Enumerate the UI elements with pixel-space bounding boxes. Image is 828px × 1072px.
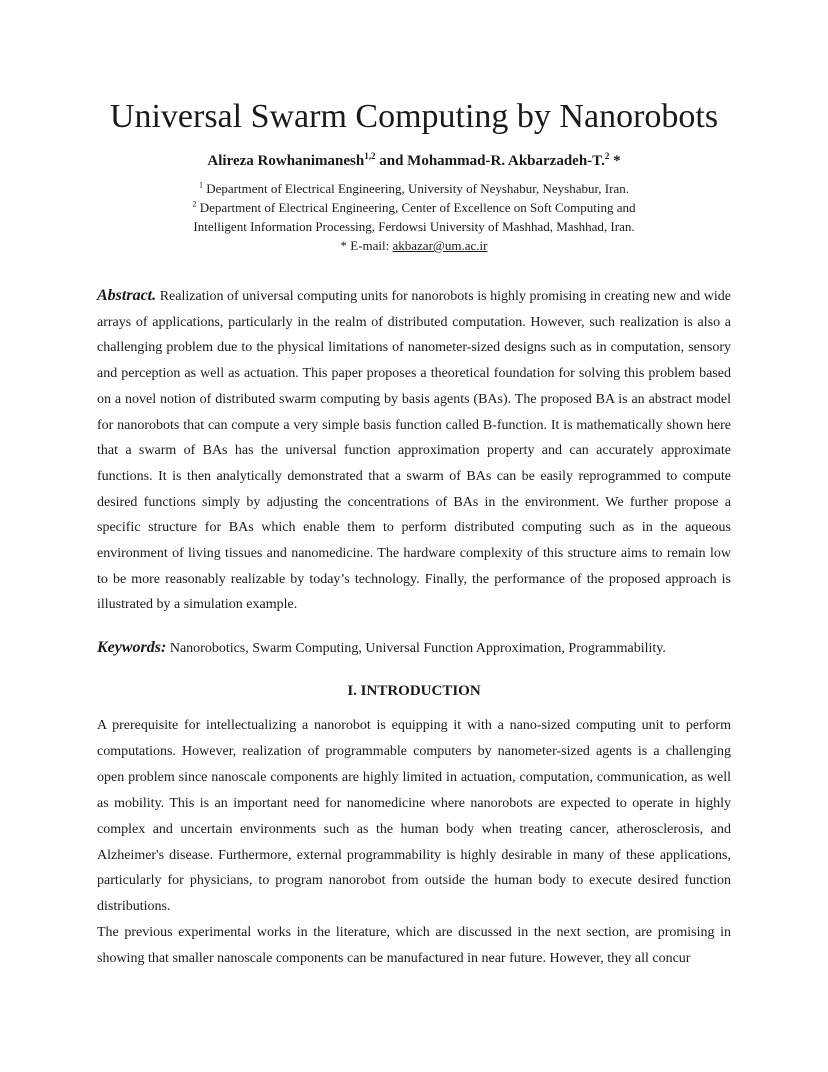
author-1-affiliation-mark: 1,2: [364, 151, 376, 161]
author-line: [0, 151, 828, 171]
abstract-label: Abstract.: [97, 287, 157, 304]
affiliation-1-text: Department of Electrical Engineering, University of Neyshabur, Neyshabur, Iran.: [202, 181, 629, 196]
email-prefix: * E-mail:: [340, 238, 393, 253]
keywords: [97, 635, 731, 662]
author-conjunction: and: [375, 153, 408, 169]
affiliations: [0, 179, 828, 255]
author-2-name: Mohammad-R. Akbarzadeh-T.: [407, 153, 605, 169]
author-2-affiliation-mark: 2: [604, 151, 610, 161]
affiliation-2-mark: 2: [192, 199, 197, 209]
intro-paragraph-1: A prerequisite for intellectualizing a nanorobot is equipping it with a nano-sized computing unit to perform computations. However, realization of programmable computers by nanometer-sized agents is a challenging open problem since nanoscale components are highly limited in actuation, computation, communication, as well as mobility. This is an important need for nanomedicine where nanorobots are expected to operate in highly complex and uncertain environments such as the human body when treating cancer, atherosclerosis, and Alzheimer's disease. Furthermore, external programmability is highly desirable in many of these applications, particularly for physicians, to program nanorobot from outside the human body to execute desired function distributions.: [97, 718, 731, 915]
keywords-label: Keywords:: [97, 639, 167, 656]
affiliation-2-text-1: Department of Electrical Engineering, Center of Excellence on Soft Computing and: [196, 200, 636, 215]
author-1-name: Alireza Rowhanimanesh: [207, 153, 365, 169]
paper-title: Universal Swarm Computing by Nanorobots: [109, 98, 719, 135]
introduction-body: [97, 713, 731, 972]
abstract-text: Realization of universal computing units for nanorobots is highly promising in creating new and wide arrays of applications, particularly in the realm of distributed computation. However, such realization is also a challenging problem due to the physical limitations of nanometer-sized designs such as in computation, sensory and perception as well as actuation. This paper proposes a theoretical foundation for solving this problem based on a novel notion of distributed swarm computing by basis agents (BAs). The proposed BA is an abstract model for nanorobots that can compute a very simple basis function called B-function. It is mathematically shown here that a swarm of BAs has the universal function approximation property and can accurately approximate functions. It is then analytically demonstrated that a swarm of BAs can be easily reprogrammed to compute desired functions simply by adjusting the concentrations of BAs in the environment. We further propose a specific structure for BAs which enable them to perform distributed computing such as in the aqueous environment of living tissues and nanomedicine. The hardware complexity of this structure aims to remain low to be more reasonably realizable by today’s technology. Finally, the performance of the proposed approach is illustrated by a simulation example.: [97, 289, 731, 613]
affiliation-2-line-1: [0, 198, 828, 217]
keywords-text: Nanorobotics, Swarm Computing, Universal Function Approximation, Programmability.: [166, 641, 666, 656]
email-line: [0, 236, 828, 255]
affiliation-1: [0, 179, 828, 198]
intro-paragraph-2: The previous experimental works in the literature, which are discussed in the next section, are promising in showing that smaller nanoscale components can be manufactured in near future. However, they all concur: [97, 925, 731, 967]
section-heading-introduction: I. INTRODUCTION: [347, 683, 481, 699]
email-link[interactable]: akbazar@um.ac.ir: [392, 238, 488, 253]
abstract: [97, 283, 731, 618]
affiliation-1-mark: 1: [198, 180, 203, 190]
corresponding-author-mark: *: [609, 153, 621, 169]
affiliation-2-line-2: Intelligent Information Processing, Ferdowsi University of Mashhad, Mashhad, Iran.: [193, 219, 635, 234]
